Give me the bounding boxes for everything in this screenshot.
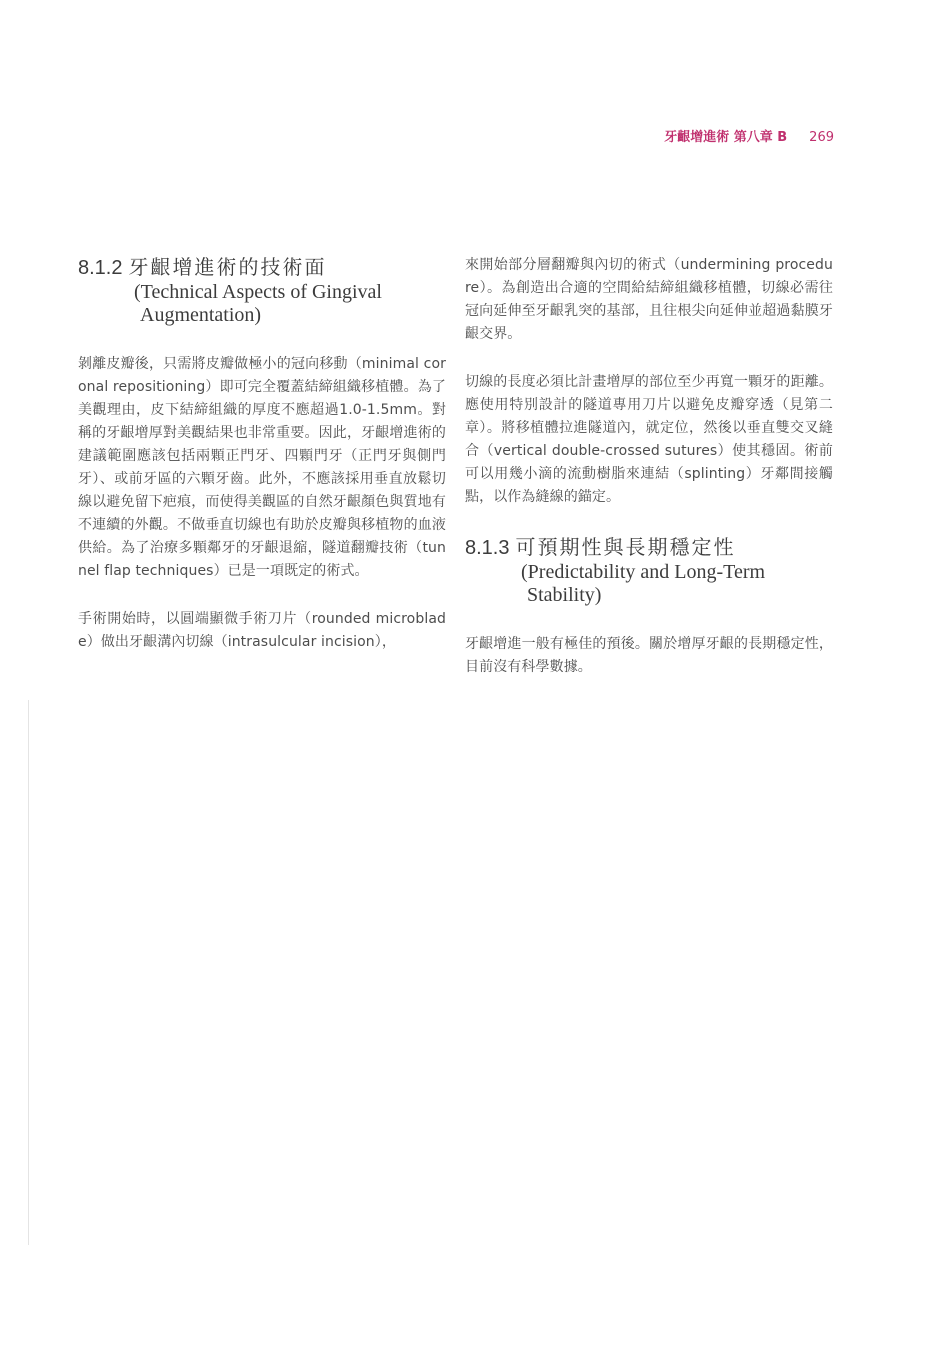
section-heading-8-1-3: [465, 534, 833, 607]
page-number: 269: [809, 130, 834, 145]
section-title-en-line2: Stability): [527, 584, 602, 606]
section-title-en: [78, 281, 446, 327]
section-title-en-line2: Augmentation): [140, 304, 262, 326]
section-title-en-line1: (Technical Aspects of Gingival: [134, 281, 382, 303]
left-column: [78, 254, 446, 679]
right-column: [465, 254, 833, 704]
body-paragraph: 牙齦增進一般有極佳的預後。關於增厚牙齦的長期穩定性，目前沒有科學數據。: [465, 636, 833, 675]
running-header: [664, 126, 834, 145]
body-paragraph: 來開始部分層翻瓣與內切的術式（undermining procedure）。為創造出合適的空間給結締組織移植體，切線必需往冠向延伸至牙齦乳突的基部，且往根尖向延伸並超過黏膜牙齦交界。: [465, 257, 833, 342]
page-edge-line: [28, 700, 29, 1245]
body-paragraph: 剝離皮瓣後，只需將皮瓣做極小的冠向移動（minimal coronal repositioning）即可完全覆蓋結締組織移植體。為了美觀理由，皮下結締組織的厚度不應超過1.0-1.5mm。對稱的牙齦增厚對美觀結果也非常重要。因此，牙齦增進術的建議範圍應該包括兩顆正門牙、四顆門牙（正門牙與側門牙）、或前牙區的六顆牙齒。此外，不應該採用垂直放鬆切線以避免留下疤痕，而使得美觀區的自然牙齦顏色與質地有不連續的外觀。不做垂直切線也有助於皮瓣與移植物的血液供給。為了治療多顆鄰牙的牙齦退縮，隧道翻瓣技術（tunnel flap techniques）已是一項既定的術式。: [78, 356, 446, 579]
section-title-en-line1: (Predictability and Long-Term: [521, 561, 766, 583]
body-paragraph: 切線的長度必須比計畫增厚的部位至少再寬一顆牙的距離。應使用特別設計的隧道專用刀片以避免皮瓣穿透（見第二章）。將移植體拉進隧道內，就定位，然後以垂直雙交叉縫合（vertical double-crossed sutures）使其穩固。術前可以用幾小滴的流動樹脂來連結（splinting）牙鄰間接觸點，以作為縫線的錨定。: [465, 374, 833, 505]
chapter-title: 牙齦增進術 第八章 B: [664, 130, 788, 145]
section-heading-8-1-2: [78, 254, 446, 327]
section-title-cn-line: [78, 254, 446, 281]
section-title-en: [465, 561, 833, 607]
section-number: 8.1.2: [78, 257, 123, 279]
section-title-cn: 牙齦增進術的技術面: [128, 255, 327, 279]
section-title-cn: 可預期性與長期穩定性: [515, 535, 736, 559]
section-title-cn-line: [465, 534, 833, 561]
section-number: 8.1.3: [465, 537, 510, 559]
body-paragraph: 手術開始時，以圓端顯微手術刀片（rounded microblade）做出牙齦溝內切線（intrasulcular incision），: [78, 611, 446, 650]
